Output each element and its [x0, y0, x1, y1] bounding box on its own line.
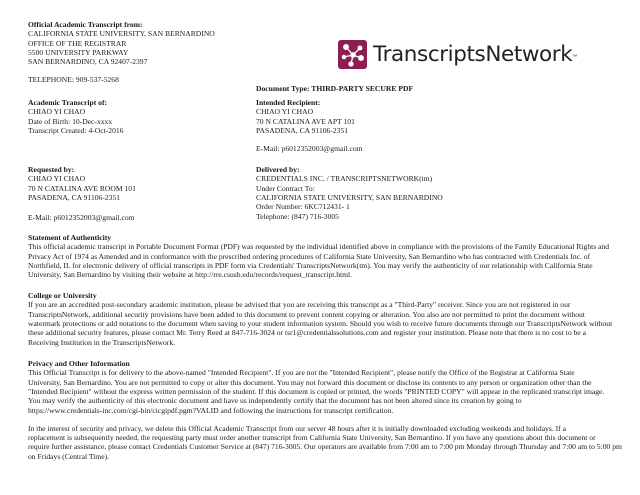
sender-block: [28, 20, 215, 85]
paragraph-line: on Fridays (Central Time).: [28, 451, 109, 461]
from-label: Official Academic Transcript from:: [28, 20, 143, 29]
statement-section: [28, 233, 609, 280]
paragraph-line: watermark protections or add notations to the document when saving to your student information system. Should you wish to receive future documents through our TranscriptsNetwork without: [28, 319, 613, 329]
paragraph-line: This Official Transcript is for delivery to the above-named "Intended Recipient". If you are not the "Intended Recipient", please notify the Office of the Registrar at California State: [28, 368, 575, 378]
transcript-created: Transcript Created: 4-Oct-2016: [28, 126, 124, 136]
paragraph-line: TranscriptsNetwork, additional security provisions have been added to this document to prevent content copying or alteration. You also are not permitted to print the document without: [28, 309, 585, 319]
recipient-line: 70 N CATALINA AVE APT 101: [256, 116, 355, 126]
paragraph-line: require further assistance, please contact Credentials Customer Service at (847) 716-3005. Our operators are available from 7:00 am to 7:00 pm Monday through Thursday and 7:00 am to 5:00 pm: [28, 442, 622, 452]
privacy-section: [28, 359, 622, 461]
paragraph-line: You may verify the authenticity of this electronic document and have us independently certify that the document has not been altered since its creation by going to: [28, 396, 522, 406]
paragraph-line: Privacy Act of 1974 as Amended and in conformance with the prescribed ordering procedures of California State University, San Bernardino who has contracted with Credentials Inc. of: [28, 251, 591, 261]
from-line: OFFICE OF THE REGISTRAR: [28, 38, 127, 48]
paragraph-line: Northfield, IL for electronic delivery of official transcripts in PDF form via Credentials' TranscriptsNetwork(tm). You may verify the authenticity of our relationship with California State: [28, 261, 593, 271]
delivered-by-block: [256, 165, 443, 221]
requested-by-block: [28, 165, 136, 223]
requested-by-label: Requested by:: [28, 165, 75, 174]
transcript-of-label: Academic Transcript of:: [28, 98, 108, 107]
order-number: Order Number: 6KC712431- 1: [256, 202, 350, 212]
intended-recipient-label: Intended Recipient:: [256, 98, 321, 107]
delivered-by-label: Delivered by:: [256, 165, 300, 174]
from-line: SAN BERNARDINO, CA 92407-2397: [28, 57, 148, 67]
logo-text: TranscriptsNetwork: [373, 42, 573, 67]
transcriptsnetwork-logo: [338, 40, 577, 69]
paragraph-line: University, San Bernardino by visiting their website at http://rre.csusb.edu/records/request_transcript.html.: [28, 270, 353, 280]
paragraph-line: replacement is subsequently needed, the requesting party must order another transcript from California State University, San Bernardino. If you have any questions about this document or: [28, 432, 596, 442]
delivered-line: Under Contract To:: [256, 183, 315, 193]
paragraph-line: https://www.credentials-inc.com/cgi-bin/cicgipdf.pgm?VALID and following the instructions for transcript certification.: [28, 405, 394, 415]
trademark: ™: [572, 53, 578, 60]
date-of-birth: Date of Birth: 10-Dec-xxxx: [28, 116, 113, 126]
transcript-of-block: [28, 98, 123, 135]
section-title: Privacy and Other Information: [28, 359, 130, 368]
delivered-line: CALIFORNIA STATE UNIVERSITY, SAN BERNARDINO: [256, 193, 443, 203]
student-name: CHIAO YI CHAO: [28, 107, 86, 117]
paragraph-line: "Intended Recipient" without the express written permission of the student. If this document is copied or printed, the words "PRINTED COPY" will appear in the replicated transcript image.: [28, 387, 605, 397]
delivered-line: CREDENTIALS INC. / TRANSCRIPTSNETWORK(tm): [256, 174, 433, 184]
delivered-telephone: Telephone: (847) 716-3005: [256, 211, 339, 221]
telephone: TELEPHONE: 909-537-5268: [28, 75, 119, 85]
document-type: Document Type: THIRD-PARTY SECURE PDF: [256, 84, 414, 93]
paragraph-line: University, San Bernardino. You are not permitted to copy or alter this document. You may not forward this document or disclose its contents to any person or organization other than the: [28, 377, 592, 387]
requester-email: E-Mail: p6012352003@gmail.com: [28, 213, 135, 223]
recipient-line: PASADENA, CA 91106-2351: [256, 126, 349, 136]
recipient-line: CHIAO YI CHAO: [256, 107, 314, 117]
from-line: CALIFORNIA STATE UNIVERSITY, SAN BERNARDINO: [28, 29, 215, 39]
paragraph-line: In the interest of security and privacy, we delete this Official Academic Transcript from our server 48 hours after it is initially downloaded excluding weekends and holidays. If a: [28, 423, 566, 433]
paragraph-line: these additional security features, please contact Mr. Terry Reed at 847-716-3024 or tsr1@credentialssolutions.com and register your institution. Please note that there is no cost to be a: [28, 328, 586, 338]
college-section: [28, 291, 612, 347]
paragraph-line: If you are an accredited post-secondary academic institution, please be advised that you are receiving this transcript as a "Third-Party" receiver. Since you are not registered in our: [28, 300, 571, 310]
paragraph-line: Receiving Institution in the TranscriptsNetwork.: [28, 337, 176, 347]
section-title: College or University: [28, 291, 97, 300]
paragraph-line: This official academic transcript in Portable Document Format (PDF) was requested by the individual identified above in compliance with the provisions of the Family Educational Rights and: [28, 242, 610, 252]
requester-line: 70 N CATALINA AVE ROOM 101: [28, 183, 136, 193]
section-title: Statement of Authenticity: [28, 233, 112, 242]
intended-recipient-block: [256, 98, 363, 153]
recipient-email: E-Mail: p6012352003@gmail.com: [256, 143, 363, 153]
requester-line: PASADENA, CA 91106-2351: [28, 193, 121, 203]
from-line: 5500 UNIVERSITY PARKWAY: [28, 48, 129, 58]
requester-line: CHIAO YI CHAO: [28, 174, 86, 184]
network-icon: [338, 40, 367, 69]
